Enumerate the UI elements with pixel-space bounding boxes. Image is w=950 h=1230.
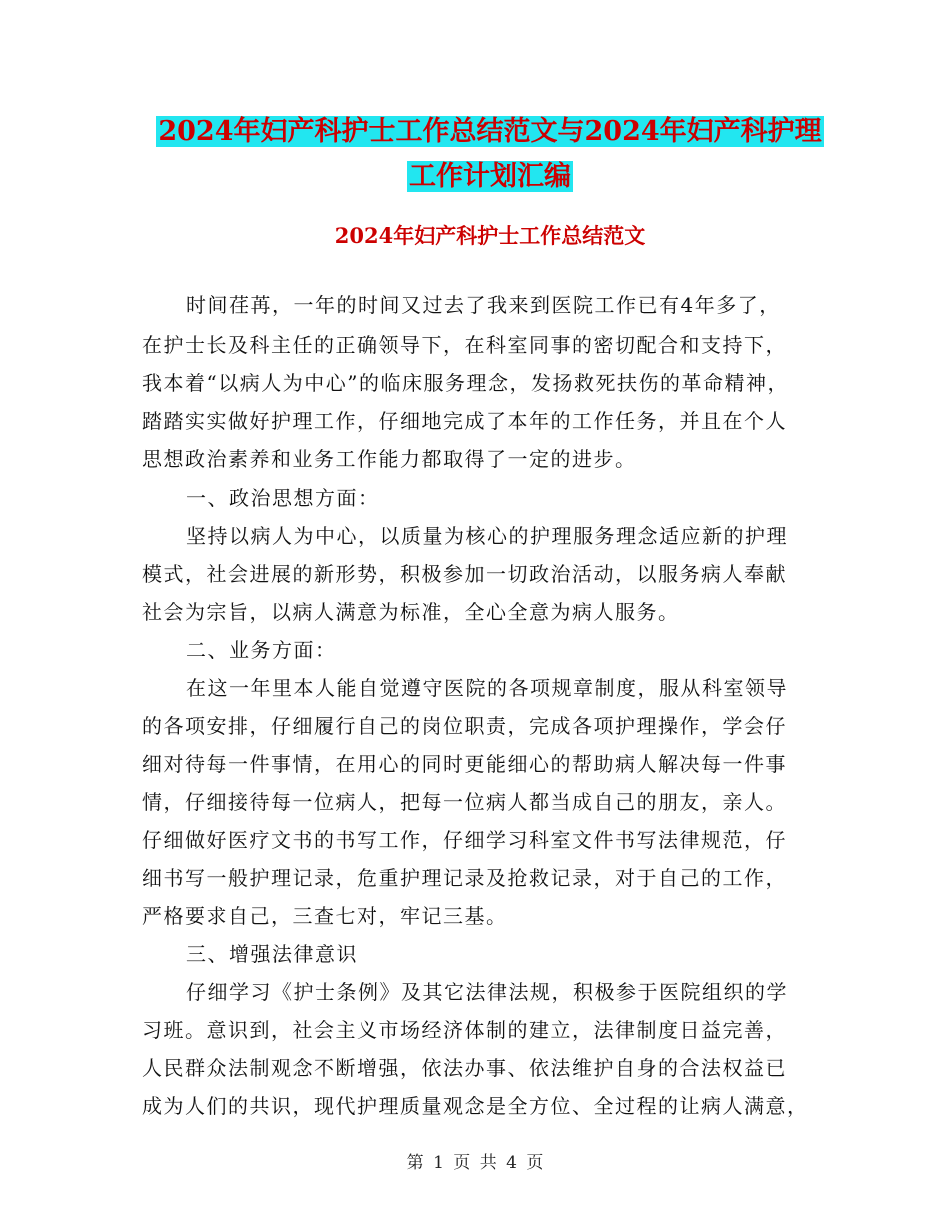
total-label: 共 <box>479 1153 497 1173</box>
paragraph-line: 踏踏实实做好护理工作，仔细地完成了本年的工作任务，并且在个人 <box>142 409 787 433</box>
paragraph-line: 模式，社会进展的新形势，积极参加一切政治活动，以服务病人奉献 <box>142 562 787 586</box>
paragraph-line: 严格要求自己，三查七对，牢记三基。 <box>142 904 508 928</box>
paragraph-line: 坚持以病人为中心，以质量为核心的护理服务理念适应新的护理 <box>186 524 788 548</box>
title-highlight: 2024年妇产科护士工作总结范文与2024年妇产科护理 <box>158 116 822 147</box>
paragraph-line: 社会为宗旨，以病人满意为标准，全心全意为病人服务。 <box>142 600 680 624</box>
paragraph-line: 的各项安排，仔细履行自己的岗位职责，完成各项护理操作，学会仔 <box>142 714 787 738</box>
paragraph-line: 细书写一般护理记录，危重护理记录及抢救记录，对于自己的工作， <box>142 866 787 890</box>
page-label-suffix: 页 <box>526 1153 544 1173</box>
paragraph-line: 细对待每一件事情，在用心的同时更能细心的帮助病人解决每一件事 <box>142 752 787 776</box>
title-highlight: 工作计划汇编 <box>409 161 571 192</box>
paragraph-line: 情，仔细接待每一位病人，把每一位病人都当成自己的朋友，亲人。 <box>142 790 787 814</box>
heading-line: 一、政治思想方面： <box>186 486 380 510</box>
paragraph-line: 时间荏苒，一年的时间又过去了我来到医院工作已有4年多了， <box>186 293 781 317</box>
heading-line: 三、增强法律意识 <box>186 942 358 966</box>
paragraph-line: 思想政治素养和业务工作能力都取得了一定的进步。 <box>142 447 637 471</box>
document-title-line-1 <box>140 110 840 154</box>
total-page-count: 4 <box>506 1153 517 1173</box>
paragraph-line: 我本着“以病人为中心”的临床服务理念，发扬救死扶伤的革命精神， <box>142 371 789 395</box>
page-footer <box>0 1150 950 1176</box>
page-label-mid: 页 <box>453 1153 471 1173</box>
page-label-prefix: 第 <box>406 1153 424 1173</box>
paragraph-line: 人民群众法制观念不断增强，依法办事、依法维护自身的合法权益已 <box>142 1056 787 1080</box>
paragraph-line: 仔细学习《护士条例》及其它法律法规，积极参于医院组织的学 <box>186 980 788 1004</box>
paragraph-line: 成为人们的共识，现代护理质量观念是全方位、全过程的让病人满意， <box>142 1094 809 1118</box>
document-title-line-2 <box>140 155 840 199</box>
paragraph-line: 仔细做好医疗文书的书写工作，仔细学习科室文件书写法律规范，仔 <box>142 828 787 852</box>
section-title: 2024年妇产科护士工作总结范文 <box>334 223 646 248</box>
current-page-number: 1 <box>433 1153 444 1173</box>
paragraph-line: 在这一年里本人能自觉遵守医院的各项规章制度，服从科室领导 <box>186 676 788 700</box>
paragraph-line: 习班。意识到，社会主义市场经济体制的建立，法律制度日益完善， <box>142 1018 787 1042</box>
heading-line: 二、业务方面： <box>186 638 337 662</box>
paragraph-line: 在护士长及科主任的正确领导下，在科室同事的密切配合和支持下， <box>142 333 787 357</box>
